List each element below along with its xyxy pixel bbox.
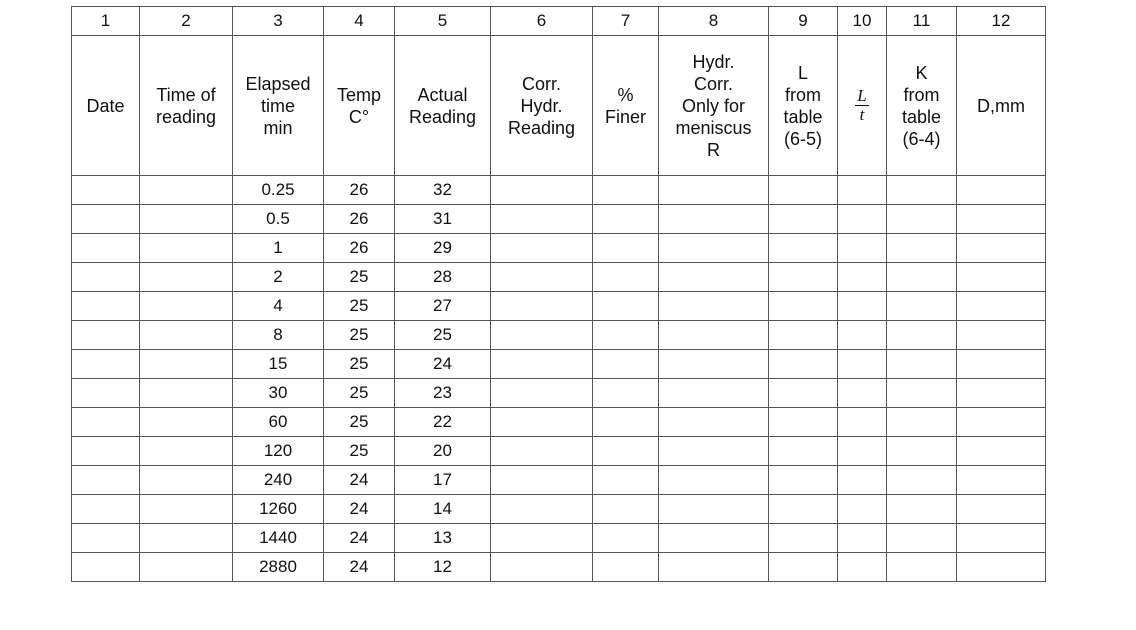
cell-diameter — [957, 234, 1046, 263]
cell-diameter — [957, 205, 1046, 234]
cell-corr-hydr-reading — [491, 466, 593, 495]
cell-elapsed-time: 120 — [233, 437, 324, 466]
cell-elapsed-time: 4 — [233, 292, 324, 321]
cell-l-from-table — [769, 524, 838, 553]
cell-actual-reading: 14 — [395, 495, 491, 524]
table-row — [72, 350, 1046, 379]
cell-temp: 25 — [324, 350, 395, 379]
table-row — [72, 524, 1046, 553]
cell-temp: 26 — [324, 205, 395, 234]
cell-l-from-table — [769, 321, 838, 350]
cell-meniscus-correction — [659, 263, 769, 292]
cell-temp: 24 — [324, 466, 395, 495]
cell-time-of-reading — [140, 379, 233, 408]
cell-actual-reading: 13 — [395, 524, 491, 553]
cell-temp: 25 — [324, 437, 395, 466]
cell-l-from-table — [769, 495, 838, 524]
cell-diameter — [957, 292, 1046, 321]
cell-actual-reading: 24 — [395, 350, 491, 379]
cell-time-of-reading — [140, 205, 233, 234]
cell-time-of-reading — [140, 553, 233, 582]
cell-diameter — [957, 408, 1046, 437]
cell-meniscus-correction — [659, 553, 769, 582]
column-number: 9 — [769, 7, 838, 36]
hydrometer-data-table — [71, 6, 1046, 582]
cell-meniscus-correction — [659, 205, 769, 234]
cell-percent-finer — [593, 263, 659, 292]
cell-meniscus-correction — [659, 379, 769, 408]
cell-corr-hydr-reading — [491, 176, 593, 205]
cell-time-of-reading — [140, 495, 233, 524]
cell-percent-finer — [593, 234, 659, 263]
column-number-row — [72, 7, 1046, 36]
cell-percent-finer — [593, 292, 659, 321]
cell-temp: 26 — [324, 234, 395, 263]
table-row — [72, 176, 1046, 205]
cell-date — [72, 234, 140, 263]
cell-l-over-t — [838, 437, 887, 466]
header-temp: Temp C° — [324, 36, 395, 176]
cell-diameter — [957, 466, 1046, 495]
cell-corr-hydr-reading — [491, 205, 593, 234]
cell-diameter — [957, 524, 1046, 553]
cell-corr-hydr-reading — [491, 234, 593, 263]
cell-l-over-t — [838, 408, 887, 437]
cell-percent-finer — [593, 205, 659, 234]
cell-meniscus-correction — [659, 495, 769, 524]
cell-l-over-t — [838, 524, 887, 553]
column-number: 5 — [395, 7, 491, 36]
cell-time-of-reading — [140, 321, 233, 350]
cell-elapsed-time: 2880 — [233, 553, 324, 582]
cell-k-from-table — [887, 437, 957, 466]
cell-k-from-table — [887, 263, 957, 292]
cell-meniscus-correction — [659, 292, 769, 321]
cell-corr-hydr-reading — [491, 524, 593, 553]
cell-time-of-reading — [140, 234, 233, 263]
cell-l-over-t — [838, 205, 887, 234]
cell-k-from-table — [887, 350, 957, 379]
header-date: Date — [72, 36, 140, 176]
cell-k-from-table — [887, 524, 957, 553]
cell-k-from-table — [887, 234, 957, 263]
header-percent-finer: % Finer — [593, 36, 659, 176]
cell-k-from-table — [887, 466, 957, 495]
column-number: 10 — [838, 7, 887, 36]
cell-temp: 25 — [324, 263, 395, 292]
cell-l-over-t — [838, 466, 887, 495]
cell-elapsed-time: 30 — [233, 379, 324, 408]
cell-time-of-reading — [140, 350, 233, 379]
cell-corr-hydr-reading — [491, 263, 593, 292]
cell-corr-hydr-reading — [491, 495, 593, 524]
header-time-of-reading: Time of reading — [140, 36, 233, 176]
fraction-numerator: L — [857, 85, 867, 105]
cell-actual-reading: 31 — [395, 205, 491, 234]
cell-diameter — [957, 437, 1046, 466]
cell-percent-finer — [593, 553, 659, 582]
cell-elapsed-time: 240 — [233, 466, 324, 495]
table-row — [72, 321, 1046, 350]
cell-corr-hydr-reading — [491, 350, 593, 379]
cell-percent-finer — [593, 408, 659, 437]
cell-date — [72, 408, 140, 437]
cell-elapsed-time: 2 — [233, 263, 324, 292]
cell-temp: 25 — [324, 408, 395, 437]
cell-k-from-table — [887, 379, 957, 408]
cell-percent-finer — [593, 495, 659, 524]
cell-l-over-t — [838, 263, 887, 292]
cell-corr-hydr-reading — [491, 553, 593, 582]
cell-l-from-table — [769, 350, 838, 379]
cell-date — [72, 466, 140, 495]
cell-temp: 24 — [324, 553, 395, 582]
cell-time-of-reading — [140, 524, 233, 553]
cell-percent-finer — [593, 176, 659, 205]
cell-k-from-table — [887, 408, 957, 437]
cell-temp: 25 — [324, 379, 395, 408]
cell-k-from-table — [887, 176, 957, 205]
cell-k-from-table — [887, 495, 957, 524]
cell-temp: 25 — [324, 292, 395, 321]
cell-actual-reading: 29 — [395, 234, 491, 263]
cell-time-of-reading — [140, 292, 233, 321]
column-number: 1 — [72, 7, 140, 36]
header-k-from-table: K from table (6-4) — [887, 36, 957, 176]
fraction-denominator: t — [859, 104, 865, 124]
fraction-l-over-t — [855, 87, 868, 124]
cell-actual-reading: 22 — [395, 408, 491, 437]
cell-meniscus-correction — [659, 350, 769, 379]
cell-meniscus-correction — [659, 234, 769, 263]
cell-diameter — [957, 176, 1046, 205]
table-row — [72, 408, 1046, 437]
cell-time-of-reading — [140, 466, 233, 495]
cell-corr-hydr-reading — [491, 321, 593, 350]
cell-diameter — [957, 495, 1046, 524]
cell-meniscus-correction — [659, 524, 769, 553]
cell-date — [72, 553, 140, 582]
cell-temp: 26 — [324, 176, 395, 205]
cell-date — [72, 524, 140, 553]
cell-l-from-table — [769, 466, 838, 495]
cell-diameter — [957, 321, 1046, 350]
header-actual-reading: Actual Reading — [395, 36, 491, 176]
header-row — [72, 36, 1046, 176]
cell-l-from-table — [769, 176, 838, 205]
cell-k-from-table — [887, 321, 957, 350]
table-row — [72, 379, 1046, 408]
table-row — [72, 553, 1046, 582]
cell-l-from-table — [769, 234, 838, 263]
cell-l-over-t — [838, 553, 887, 582]
cell-time-of-reading — [140, 437, 233, 466]
cell-l-from-table — [769, 205, 838, 234]
cell-date — [72, 379, 140, 408]
table-row — [72, 466, 1046, 495]
cell-time-of-reading — [140, 176, 233, 205]
cell-elapsed-time: 0.5 — [233, 205, 324, 234]
header-l-from-table: L from table (6-5) — [769, 36, 838, 176]
table-row — [72, 263, 1046, 292]
table-row — [72, 292, 1046, 321]
cell-corr-hydr-reading — [491, 292, 593, 321]
cell-l-over-t — [838, 495, 887, 524]
cell-meniscus-correction — [659, 466, 769, 495]
cell-temp: 24 — [324, 524, 395, 553]
cell-l-from-table — [769, 553, 838, 582]
column-number: 2 — [140, 7, 233, 36]
cell-actual-reading: 25 — [395, 321, 491, 350]
cell-date — [72, 350, 140, 379]
cell-k-from-table — [887, 553, 957, 582]
cell-date — [72, 292, 140, 321]
table-row — [72, 205, 1046, 234]
cell-diameter — [957, 263, 1046, 292]
header-corr-hydr-reading: Corr. Hydr. Reading — [491, 36, 593, 176]
cell-percent-finer — [593, 379, 659, 408]
cell-l-over-t — [838, 176, 887, 205]
cell-meniscus-correction — [659, 437, 769, 466]
cell-l-from-table — [769, 292, 838, 321]
cell-actual-reading: 12 — [395, 553, 491, 582]
cell-elapsed-time: 1260 — [233, 495, 324, 524]
cell-date — [72, 495, 140, 524]
column-number: 11 — [887, 7, 957, 36]
cell-date — [72, 205, 140, 234]
cell-time-of-reading — [140, 408, 233, 437]
cell-l-from-table — [769, 263, 838, 292]
cell-date — [72, 176, 140, 205]
header-diameter: D,mm — [957, 36, 1046, 176]
cell-percent-finer — [593, 524, 659, 553]
cell-l-over-t — [838, 350, 887, 379]
cell-date — [72, 263, 140, 292]
cell-meniscus-correction — [659, 321, 769, 350]
header-l-over-t — [838, 36, 887, 176]
column-number: 6 — [491, 7, 593, 36]
cell-l-from-table — [769, 408, 838, 437]
cell-diameter — [957, 553, 1046, 582]
cell-l-over-t — [838, 379, 887, 408]
cell-temp: 25 — [324, 321, 395, 350]
cell-l-from-table — [769, 379, 838, 408]
cell-meniscus-correction — [659, 176, 769, 205]
cell-elapsed-time: 60 — [233, 408, 324, 437]
cell-elapsed-time: 0.25 — [233, 176, 324, 205]
column-number: 12 — [957, 7, 1046, 36]
cell-actual-reading: 17 — [395, 466, 491, 495]
column-number: 4 — [324, 7, 395, 36]
cell-corr-hydr-reading — [491, 408, 593, 437]
cell-percent-finer — [593, 350, 659, 379]
cell-date — [72, 321, 140, 350]
cell-temp: 24 — [324, 495, 395, 524]
cell-actual-reading: 32 — [395, 176, 491, 205]
cell-l-over-t — [838, 321, 887, 350]
cell-corr-hydr-reading — [491, 379, 593, 408]
cell-percent-finer — [593, 437, 659, 466]
cell-elapsed-time: 1 — [233, 234, 324, 263]
column-number: 3 — [233, 7, 324, 36]
cell-actual-reading: 20 — [395, 437, 491, 466]
cell-l-over-t — [838, 292, 887, 321]
cell-actual-reading: 27 — [395, 292, 491, 321]
cell-diameter — [957, 350, 1046, 379]
cell-percent-finer — [593, 321, 659, 350]
cell-percent-finer — [593, 466, 659, 495]
cell-date — [72, 437, 140, 466]
cell-l-over-t — [838, 234, 887, 263]
cell-diameter — [957, 379, 1046, 408]
cell-elapsed-time: 8 — [233, 321, 324, 350]
table-row — [72, 437, 1046, 466]
cell-actual-reading: 23 — [395, 379, 491, 408]
cell-time-of-reading — [140, 263, 233, 292]
header-elapsed-time: Elapsed time min — [233, 36, 324, 176]
cell-k-from-table — [887, 205, 957, 234]
cell-k-from-table — [887, 292, 957, 321]
table-row — [72, 495, 1046, 524]
cell-actual-reading: 28 — [395, 263, 491, 292]
cell-l-from-table — [769, 437, 838, 466]
column-number: 7 — [593, 7, 659, 36]
cell-meniscus-correction — [659, 408, 769, 437]
table-row — [72, 234, 1046, 263]
cell-elapsed-time: 1440 — [233, 524, 324, 553]
cell-corr-hydr-reading — [491, 437, 593, 466]
column-number: 8 — [659, 7, 769, 36]
header-meniscus-correction: Hydr. Corr. Only for meniscus R — [659, 36, 769, 176]
cell-elapsed-time: 15 — [233, 350, 324, 379]
